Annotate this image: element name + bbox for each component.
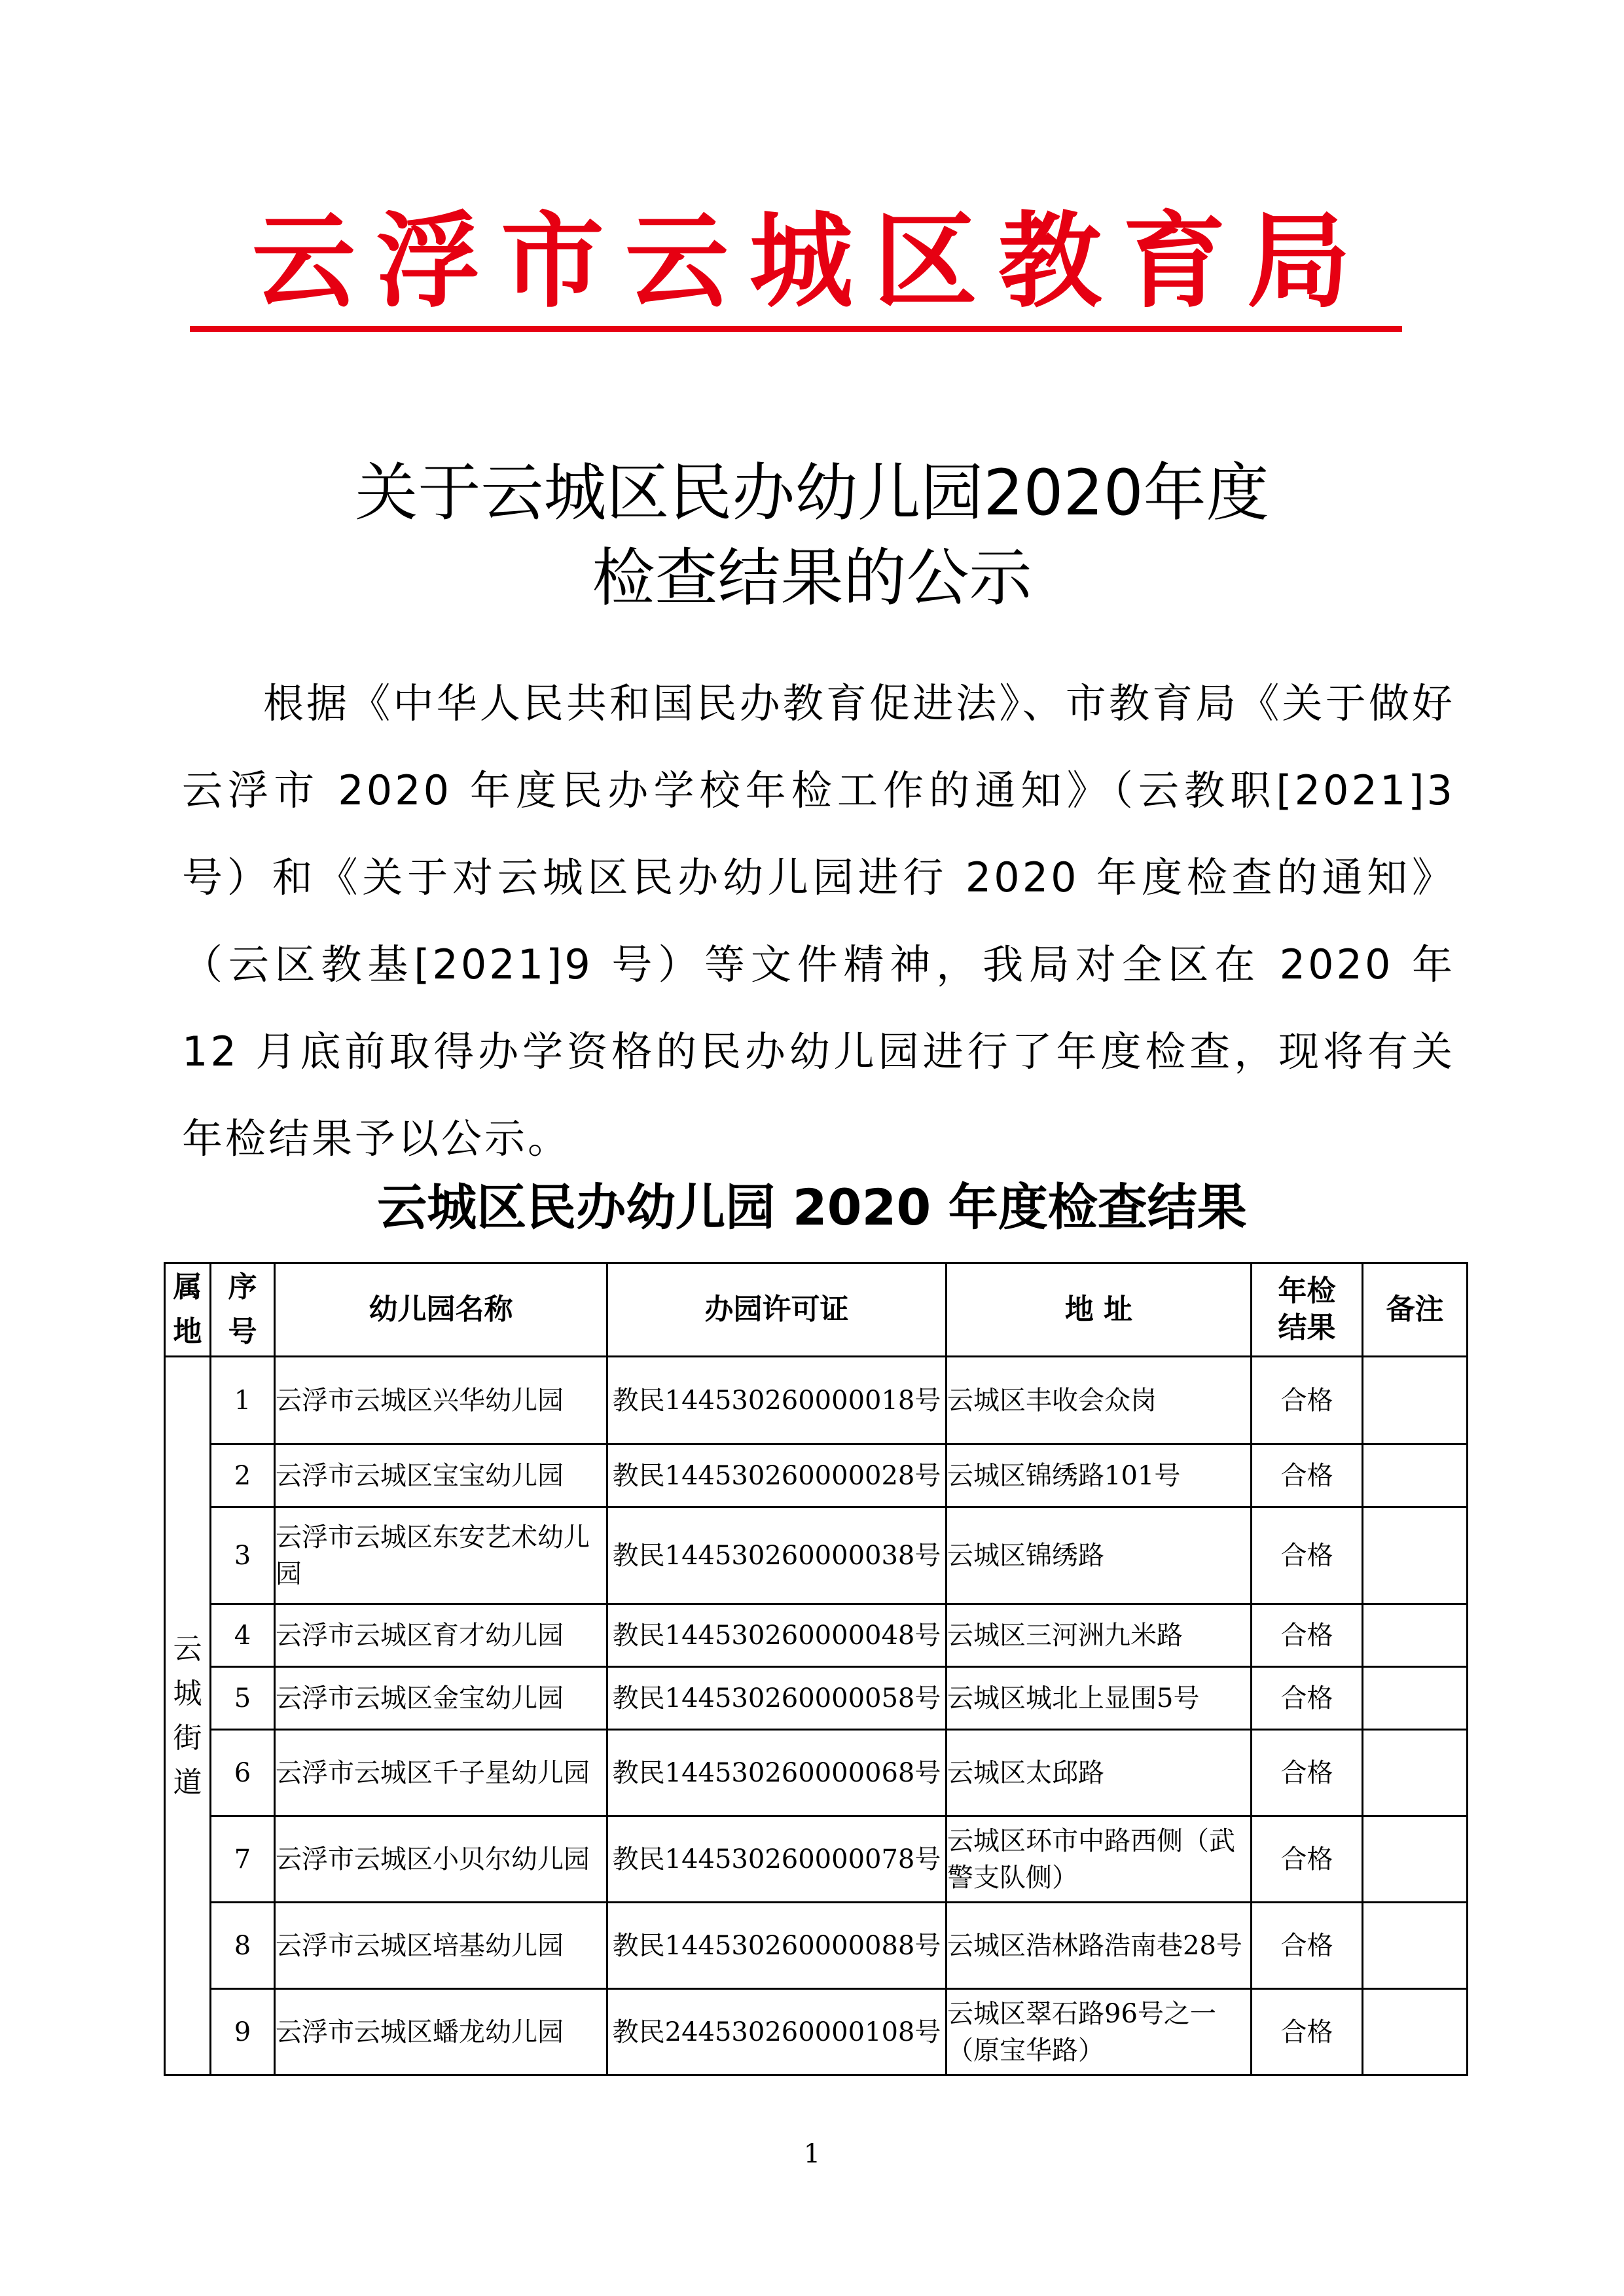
page-number: 1: [803, 2139, 821, 2169]
row-address: 云城区锦绣路: [947, 1507, 1252, 1604]
row-result: 合格: [1252, 1604, 1363, 1667]
row-result: 合格: [1252, 1816, 1363, 1903]
row-name: 云浮市云城区金宝幼儿园: [275, 1667, 607, 1730]
header-note: 备注: [1363, 1263, 1468, 1357]
table-row: [165, 1730, 1468, 1816]
table-row: [165, 1816, 1468, 1903]
row-license: 教民144530260000018号: [607, 1357, 947, 1444]
table-header-row: [165, 1263, 1468, 1357]
row-result: 合格: [1252, 1507, 1363, 1604]
row-result: 合格: [1252, 1444, 1363, 1507]
row-address: 云城区锦绣路101号: [947, 1444, 1252, 1507]
row-address: 云城区环市中路西侧（武警支队侧）: [947, 1816, 1252, 1903]
document-title-line-2: 检查结果的公示: [592, 541, 1032, 615]
row-address: 云城区浩林路浩南巷28号: [947, 1903, 1252, 1989]
row-result: 合格: [1252, 1357, 1363, 1444]
body-paragraph: 根据《中华人民共和国民办教育促进法》、市教育局《关于做好云浮市 2020 年度民办学校年检工作的通知》（云教职[2021]3 号）和《关于对云城区民办幼儿园进行 2020 年度检查的通知》（云区教基[2021]9 号）等文件精神，我局对全区在 2020 年 12 月底前取得办学资格的民办幼儿园进行了年度检查，现将有关年检结果予以公示。: [182, 679, 1455, 1162]
document-title-line-1: 关于云城区民办幼儿园2020年度: [355, 456, 1269, 529]
row-no: 8: [211, 1903, 275, 1989]
row-address: 云城区太邱路: [947, 1730, 1252, 1816]
header-no: 序号: [211, 1263, 275, 1357]
row-note: [1363, 1357, 1468, 1444]
row-result: 合格: [1252, 1730, 1363, 1816]
table-row: [165, 1604, 1468, 1667]
row-name: 云浮市云城区兴华幼儿园: [275, 1357, 607, 1444]
results-table: [164, 1262, 1468, 2076]
row-name: 云浮市云城区培基幼儿园: [275, 1903, 607, 1989]
row-note: [1363, 1444, 1468, 1507]
row-address: 云城区城北上显围5号: [947, 1667, 1252, 1730]
table-row: [165, 1444, 1468, 1507]
row-license: 教民144530260000078号: [607, 1816, 947, 1903]
row-note: [1363, 1667, 1468, 1730]
row-name: 云浮市云城区东安艺术幼儿园: [275, 1507, 607, 1604]
row-result: 合格: [1252, 1989, 1363, 2075]
row-name: 云浮市云城区宝宝幼儿园: [275, 1444, 607, 1507]
row-address: 云城区翠石路96号之一（原宝华路）: [947, 1989, 1252, 2075]
row-no: 9: [211, 1989, 275, 2075]
row-result: 合格: [1252, 1667, 1363, 1730]
row-name: 云浮市云城区蟠龙幼儿园: [275, 1989, 607, 2075]
header-license: 办园许可证: [607, 1263, 947, 1357]
row-no: 4: [211, 1604, 275, 1667]
row-note: [1363, 1816, 1468, 1903]
row-note: [1363, 1903, 1468, 1989]
row-address: 云城区三河洲九米路: [947, 1604, 1252, 1667]
row-license: 教民144530260000068号: [607, 1730, 947, 1816]
red-header-rule: [190, 326, 1402, 332]
row-name: 云浮市云城区小贝尔幼儿园: [275, 1816, 607, 1903]
row-address: 云城区丰收会众岗: [947, 1357, 1252, 1444]
row-no: 3: [211, 1507, 275, 1604]
table-row: [165, 1903, 1468, 1989]
row-license: 教民144530260000038号: [607, 1507, 947, 1604]
row-note: [1363, 1604, 1468, 1667]
row-note: [1363, 1507, 1468, 1604]
header-name: 幼儿园名称: [275, 1263, 607, 1357]
header-region: 属地: [165, 1263, 211, 1357]
table-title: 云城区民办幼儿园 2020 年度检查结果: [377, 1178, 1247, 1236]
row-name: 云浮市云城区千子星幼儿园: [275, 1730, 607, 1816]
header-address: 地 址: [947, 1263, 1252, 1357]
table-row: [165, 1357, 1468, 1444]
row-no: 6: [211, 1730, 275, 1816]
row-license: 教民144530260000088号: [607, 1903, 947, 1989]
row-no: 7: [211, 1816, 275, 1903]
row-name: 云浮市云城区育才幼儿园: [275, 1604, 607, 1667]
table-row: [165, 1667, 1468, 1730]
region-cell: 云城街道: [165, 1357, 211, 2075]
row-license: 教民144530260000058号: [607, 1667, 947, 1730]
row-no: 1: [211, 1357, 275, 1444]
row-license: 教民144530260000048号: [607, 1604, 947, 1667]
row-no: 2: [211, 1444, 275, 1507]
table-row: [165, 1507, 1468, 1604]
table-row: [165, 1989, 1468, 2075]
row-license: 教民144530260000028号: [607, 1444, 947, 1507]
issuer-masthead: 云浮市云城区教育局: [252, 202, 1371, 322]
row-note: [1363, 1989, 1468, 2075]
row-no: 5: [211, 1667, 275, 1730]
row-note: [1363, 1730, 1468, 1816]
row-result: 合格: [1252, 1903, 1363, 1989]
header-result: 年检结果: [1252, 1263, 1363, 1357]
row-license: 教民244530260000108号: [607, 1989, 947, 2075]
